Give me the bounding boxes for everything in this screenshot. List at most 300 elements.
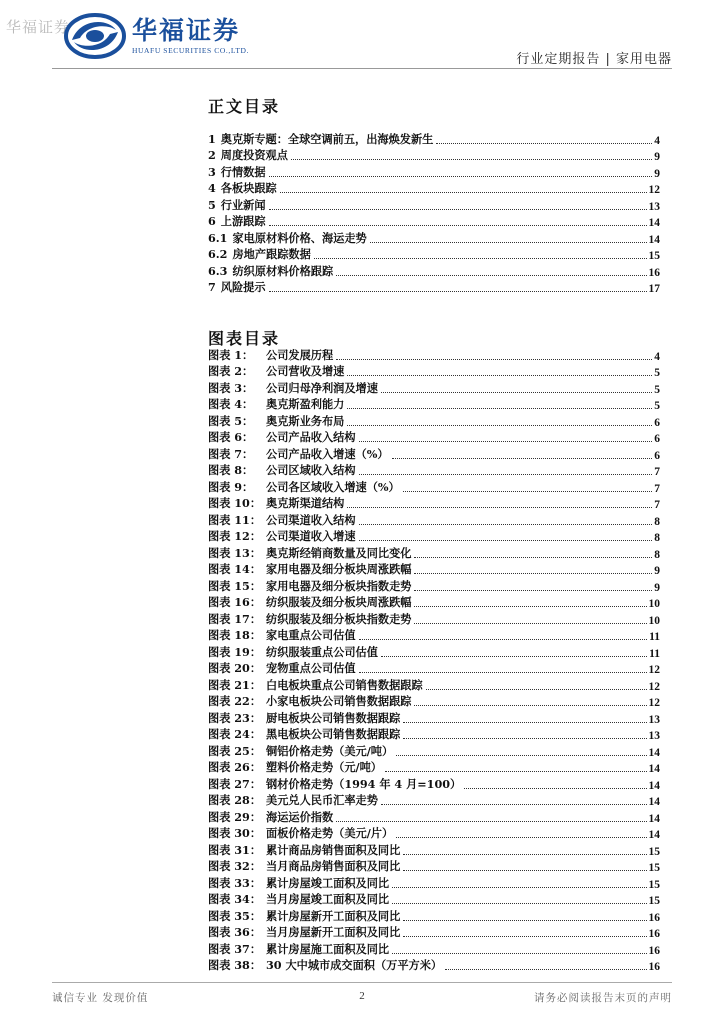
entry-label: [208, 578, 411, 594]
entry-page-number: 6: [654, 416, 660, 429]
entry-label: [208, 776, 461, 792]
entry-label: [208, 809, 333, 825]
entry-label: [208, 908, 400, 924]
figure-number: 图表 29：: [208, 809, 262, 824]
entry-text: 累计房屋新开工面积及同比: [266, 908, 401, 923]
figure-entry[interactable]: [208, 693, 660, 710]
entry-page-number: 15: [648, 250, 660, 262]
dot-leader: [336, 359, 652, 360]
entry-label: [208, 446, 389, 462]
dot-leader: [403, 738, 646, 739]
entry-label: [208, 957, 442, 973]
figure-entry[interactable]: [208, 825, 660, 842]
figure-entry[interactable]: [208, 594, 660, 611]
entry-text: 公司归母净利润及增速: [266, 380, 378, 395]
dot-leader: [385, 771, 647, 772]
entry-text: 奥克斯渠道结构: [266, 496, 345, 510]
figure-entry[interactable]: [208, 742, 660, 759]
header-divider: [52, 68, 672, 69]
dot-leader: [347, 425, 652, 426]
dot-leader: [403, 722, 646, 723]
entry-label: [208, 347, 333, 363]
entry-page-number: 4: [654, 134, 660, 147]
entry-label: [208, 429, 356, 445]
entry-page-number: 14: [648, 812, 660, 825]
figure-number: 图表 24：: [208, 727, 262, 741]
dot-leader: [359, 524, 653, 525]
figure-number: 图表 11：: [208, 512, 262, 527]
report-type-label: 行业定期报告 | 家用电器: [516, 52, 672, 67]
toc-entry[interactable]: [208, 196, 660, 213]
figure-number: 图表 12：: [208, 529, 262, 543]
section-number: 7: [208, 280, 216, 294]
figure-entry[interactable]: [208, 709, 660, 726]
entry-page-number: 13: [648, 200, 660, 213]
dot-leader: [464, 788, 646, 789]
figure-number: 图表 23：: [208, 710, 262, 725]
section-number: 2: [208, 148, 216, 162]
dot-leader: [414, 705, 646, 706]
section-number: 6.2: [208, 247, 228, 261]
figure-number: 图表 36：: [208, 925, 262, 939]
figure-number: 图表 10：: [208, 496, 262, 510]
figure-number: 图表 32：: [208, 859, 262, 873]
entry-text: 公司区域收入结构: [266, 463, 356, 477]
entry-label: [208, 710, 400, 726]
figure-number: 图表 17：: [208, 611, 262, 626]
entry-label: [208, 279, 266, 295]
section-number: 6: [208, 214, 216, 228]
figure-entry[interactable]: [208, 676, 660, 693]
entry-text: 纺织服装重点公司估值: [266, 644, 378, 659]
figure-entry[interactable]: [208, 775, 660, 792]
entry-page-number: 14: [648, 233, 660, 246]
figure-number: 图表 35：: [208, 908, 262, 923]
dot-leader: [403, 491, 653, 492]
figure-entry[interactable]: [208, 478, 660, 495]
company-logo: [64, 12, 249, 60]
figure-entry[interactable]: [208, 346, 660, 363]
figure-number: 图表 8：: [208, 463, 254, 477]
entry-label: [208, 180, 277, 196]
entry-text: 上游跟踪: [220, 214, 266, 228]
entry-label: [208, 380, 378, 396]
figure-number: 图表 6：: [208, 430, 254, 444]
entry-page-number: 13: [648, 713, 660, 726]
figure-number: 图表 27：: [208, 776, 262, 791]
figure-number: 图表 15：: [208, 578, 262, 593]
entry-label: [208, 858, 400, 874]
entry-label: [208, 644, 378, 660]
entry-text: 美元兑人民币汇率走势: [266, 793, 378, 807]
entry-text: 海运运价指数: [266, 809, 334, 824]
entry-page-number: 12: [648, 680, 660, 693]
figure-number: 图表 26：: [208, 760, 262, 774]
dot-leader: [392, 953, 646, 954]
logo-emblem-icon: [64, 12, 126, 60]
dot-leader: [269, 209, 647, 210]
figure-number: 图表 5：: [208, 413, 254, 428]
entry-text: 公司营收及增速: [266, 364, 345, 378]
figure-entry[interactable]: [208, 396, 660, 413]
figure-entry[interactable]: [208, 462, 660, 479]
dot-leader: [314, 258, 647, 259]
entry-text: 房地产跟踪数据: [232, 247, 311, 261]
entry-text: 钢材价格走势（1994 年 4 月=100）: [266, 776, 462, 791]
entry-text: 公司渠道收入结构: [266, 512, 356, 527]
watermark: 华福证券: [6, 18, 71, 36]
dot-leader: [370, 242, 647, 243]
entry-label: [208, 512, 356, 528]
figure-entry[interactable]: [208, 726, 660, 743]
dot-leader: [403, 854, 646, 855]
figure-entry[interactable]: [208, 759, 660, 776]
dot-leader: [414, 623, 646, 624]
entry-page-number: 14: [648, 763, 660, 775]
entry-label: [208, 677, 423, 693]
entry-page-number: 11: [649, 631, 660, 643]
entry-page-number: 14: [648, 746, 660, 759]
entry-page-number: 16: [648, 911, 660, 924]
figure-number: 图表 33：: [208, 875, 262, 890]
dot-leader: [396, 837, 646, 838]
entry-page-number: 12: [648, 697, 660, 709]
figure-number: 图表 38：: [208, 958, 262, 972]
entry-page-number: 8: [654, 548, 660, 561]
toc-entry[interactable]: [208, 279, 660, 296]
entry-label: [208, 825, 393, 841]
entry-text: 累计房屋施工面积及同比: [266, 941, 390, 956]
entry-label: [208, 263, 333, 279]
entry-page-number: 8: [654, 532, 660, 544]
figure-entry[interactable]: [208, 792, 660, 809]
entry-page-number: 14: [648, 779, 660, 792]
entry-page-number: 7: [654, 466, 660, 478]
entry-page-number: 5: [654, 383, 660, 396]
entry-page-number: 16: [648, 266, 660, 279]
toc-entry[interactable]: [208, 180, 660, 197]
entry-label: [208, 611, 411, 627]
entry-page-number: 13: [648, 730, 660, 742]
dot-leader: [392, 887, 646, 888]
entry-label: [208, 147, 288, 163]
entry-text: 厨电板块公司销售数据跟踪: [266, 710, 401, 725]
figure-number: 图表 19：: [208, 644, 262, 659]
dot-leader: [359, 639, 648, 640]
entry-label: [208, 660, 356, 676]
figure-number: 图表 34：: [208, 892, 262, 906]
section-number: 5: [208, 197, 216, 212]
dot-leader: [414, 557, 652, 558]
page-number: 2: [359, 990, 365, 1002]
logo-english-name: HUAFU SECURITIES CO.,LTD.: [132, 46, 250, 55]
entry-page-number: 15: [648, 878, 660, 891]
entry-label: [208, 693, 411, 709]
entry-page-number: 15: [648, 845, 660, 858]
entry-label: [208, 594, 411, 610]
entry-page-number: 12: [648, 184, 660, 196]
entry-text: 家用电器及细分板块指数走势: [266, 578, 412, 593]
entry-page-number: 9: [654, 565, 660, 577]
dot-leader: [269, 225, 647, 226]
entry-text: 30 大中城市成交面积（万平方米）: [266, 958, 443, 972]
entry-label: [208, 759, 382, 775]
entry-page-number: 11: [649, 647, 660, 660]
entry-label: [208, 479, 400, 495]
entry-text: 公司产品收入增速（%）: [266, 446, 389, 461]
figure-entry[interactable]: [208, 924, 660, 941]
entry-text: 累计房屋竣工面积及同比: [266, 875, 390, 890]
entry-text: 奥克斯业务布局: [266, 413, 345, 428]
entry-label: [208, 792, 378, 808]
entry-page-number: 9: [654, 167, 660, 180]
figure-number: 图表 28：: [208, 793, 262, 807]
figure-entry[interactable]: [208, 841, 660, 858]
entry-page-number: 9: [654, 151, 660, 163]
entry-page-number: 17: [648, 283, 660, 295]
entry-text: 公司各区域收入增速（%）: [266, 479, 400, 494]
entry-page-number: 16: [648, 944, 660, 957]
entry-text: 当月商品房销售面积及同比: [266, 859, 401, 873]
entry-page-number: 4: [654, 350, 660, 363]
entry-text: 行业新闻: [220, 197, 266, 212]
toc-entry[interactable]: [208, 229, 660, 246]
entry-page-number: 10: [648, 614, 660, 627]
figure-entry[interactable]: [208, 577, 660, 594]
entry-label: [208, 743, 393, 759]
figure-entry[interactable]: [208, 511, 660, 528]
toc-list: [208, 130, 660, 295]
entry-text: 周度投资观点: [220, 148, 288, 162]
figure-number: 图表 9：: [208, 479, 254, 494]
dot-leader: [359, 672, 647, 673]
figure-entry[interactable]: [208, 874, 660, 891]
entry-label: [208, 495, 344, 511]
figure-entry[interactable]: [208, 363, 660, 380]
dot-leader: [392, 903, 646, 904]
figure-entry[interactable]: [208, 808, 660, 825]
footer-disclaimer: 请务必阅读报告末页的声明: [534, 992, 672, 1004]
entry-page-number: 5: [654, 367, 660, 379]
entry-text: 小家电板块公司销售数据跟踪: [266, 694, 412, 708]
entry-page-number: 6: [654, 433, 660, 445]
toc-entry[interactable]: [208, 163, 660, 180]
entry-text: 奥克斯盈利能力: [266, 397, 345, 411]
entry-text: 家电原材料价格、海运走势: [232, 230, 367, 245]
entry-text: 家用电器及细分板块周涨跌幅: [266, 562, 412, 576]
figure-entry[interactable]: [208, 379, 660, 396]
entry-text: 纺织服装及细分板块指数走势: [266, 611, 412, 626]
dot-leader: [359, 540, 653, 541]
entry-label: [208, 462, 356, 478]
figure-entry[interactable]: [208, 907, 660, 924]
figure-number: 图表 3：: [208, 380, 254, 395]
entry-text: 家电重点公司估值: [266, 628, 356, 642]
entry-page-number: 12: [648, 664, 660, 676]
figure-number: 图表 31：: [208, 842, 262, 857]
figure-number: 图表 1：: [208, 347, 254, 362]
dot-leader: [396, 755, 646, 756]
entry-page-number: 8: [654, 515, 660, 528]
figure-number: 图表 30：: [208, 826, 262, 840]
footer-divider: [52, 982, 672, 983]
entry-label: [208, 891, 389, 907]
entry-page-number: 14: [648, 829, 660, 841]
figure-number: 图表 20：: [208, 661, 262, 675]
section-number: 3: [208, 164, 216, 179]
figure-number: 图表 37：: [208, 941, 262, 956]
dot-leader: [269, 176, 653, 177]
toc-entry[interactable]: [208, 130, 660, 147]
figure-entry[interactable]: [208, 940, 660, 957]
entry-text: 公司渠道收入增速: [266, 529, 356, 543]
entry-label: [208, 396, 344, 412]
entry-label: [208, 875, 389, 891]
figure-number: 图表 7：: [208, 446, 254, 461]
toc-entry[interactable]: [208, 213, 660, 230]
logo-chinese-name: 华福证券: [132, 16, 241, 45]
footer-slogan: 诚信专业 发现价值: [52, 992, 149, 1004]
figure-number: 图表 25：: [208, 743, 262, 758]
entry-text: 公司产品收入结构: [266, 430, 356, 444]
entry-label: [208, 941, 389, 957]
entry-text: 黑电板块公司销售数据跟踪: [266, 727, 401, 741]
dot-leader: [359, 441, 653, 442]
section-number: 6.1: [208, 230, 228, 245]
entry-page-number: 5: [654, 400, 660, 412]
entry-label: [208, 246, 311, 262]
figure-entry[interactable]: [208, 528, 660, 545]
entry-page-number: 14: [648, 217, 660, 229]
entry-label: [208, 363, 344, 379]
figure-entry[interactable]: [208, 627, 660, 644]
entry-text: 当月房屋新开工面积及同比: [266, 925, 401, 939]
entry-text: 累计商品房销售面积及同比: [266, 842, 401, 857]
entry-label: [208, 726, 400, 742]
figure-number: 图表 16：: [208, 595, 262, 609]
figure-number: 图表 22：: [208, 694, 262, 708]
dot-leader: [403, 870, 646, 871]
dot-leader: [436, 143, 652, 144]
figure-entry[interactable]: [208, 858, 660, 875]
figure-entry[interactable]: [208, 957, 660, 974]
entry-label: [208, 197, 266, 213]
entry-text: 白电板块重点公司销售数据跟踪: [266, 677, 423, 692]
toc-entry[interactable]: [208, 246, 660, 263]
entry-page-number: 6: [654, 449, 660, 462]
dot-leader: [336, 275, 646, 276]
dot-leader: [414, 606, 646, 607]
dot-leader: [445, 969, 646, 970]
figure-entry[interactable]: [208, 429, 660, 446]
entry-page-number: 14: [648, 796, 660, 808]
entry-label: [208, 545, 411, 561]
entry-label: [208, 213, 266, 229]
section-number: 1: [208, 131, 216, 146]
entry-text: 奥克斯经销商数量及同比变化: [266, 545, 412, 560]
entry-label: [208, 413, 344, 429]
entry-page-number: 16: [648, 961, 660, 973]
dot-leader: [381, 804, 647, 805]
entry-label: [208, 842, 400, 858]
toc-entry[interactable]: [208, 262, 660, 279]
entry-text: 宠物重点公司估值: [266, 661, 356, 675]
dot-leader: [269, 291, 647, 292]
entry-page-number: 16: [648, 928, 660, 940]
entry-page-number: 10: [648, 598, 660, 610]
dot-leader: [359, 474, 653, 475]
dot-leader: [347, 375, 652, 376]
entry-label: [208, 528, 356, 544]
entry-label: [208, 230, 367, 246]
figures-title: 图表目录: [208, 329, 281, 348]
figure-entry[interactable]: [208, 643, 660, 660]
entry-text: 纺织服装及细分板块周涨跌幅: [266, 595, 412, 609]
entry-page-number: 15: [648, 895, 660, 907]
dot-leader: [381, 392, 652, 393]
figure-entry[interactable]: [208, 561, 660, 578]
entry-page-number: 7: [654, 499, 660, 511]
entry-page-number: 15: [648, 862, 660, 874]
entry-text: 行情数据: [220, 164, 266, 179]
figure-number: 图表 21：: [208, 677, 262, 692]
dot-leader: [280, 192, 647, 193]
dot-leader: [414, 573, 652, 574]
dot-leader: [381, 656, 647, 657]
dot-leader: [426, 689, 647, 690]
dot-leader: [403, 920, 646, 921]
dot-leader: [347, 408, 652, 409]
figure-entry[interactable]: [208, 495, 660, 512]
toc-entry[interactable]: [208, 147, 660, 164]
entry-text: 公司发展历程: [266, 347, 334, 362]
entry-text: 风险提示: [220, 280, 266, 294]
figure-entry[interactable]: [208, 660, 660, 677]
figure-number: 图表 14：: [208, 562, 262, 576]
entry-label: [208, 627, 356, 643]
dot-leader: [291, 159, 652, 160]
entry-page-number: 7: [654, 482, 660, 495]
section-number: 4: [208, 181, 216, 195]
entry-label: [208, 924, 400, 940]
entry-page-number: 9: [654, 581, 660, 594]
figure-number: 图表 13：: [208, 545, 262, 560]
entry-label: [208, 131, 433, 147]
figure-entry[interactable]: [208, 544, 660, 561]
entry-label: [208, 561, 411, 577]
entry-text: 奥克斯专题：全球空调前五，出海焕发新生: [220, 131, 434, 146]
figure-entry[interactable]: [208, 610, 660, 627]
entry-text: 铜铝价格走势（美元/吨）: [266, 743, 394, 758]
dot-leader: [414, 590, 652, 591]
entry-text: 各板块跟踪: [220, 181, 277, 195]
dot-leader: [403, 936, 646, 937]
entry-text: 纺织原材料价格跟踪: [232, 263, 334, 278]
figure-number: 图表 4：: [208, 397, 254, 411]
dot-leader: [392, 458, 653, 459]
toc-title: 正文目录: [208, 97, 281, 116]
figure-number: 图表 2：: [208, 364, 254, 378]
figure-entry[interactable]: [208, 891, 660, 908]
figure-number: 图表 18：: [208, 628, 262, 642]
figure-entry[interactable]: [208, 445, 660, 462]
entry-text: 面板价格走势（美元/片）: [266, 826, 394, 840]
entry-text: 塑料价格走势（元/吨）: [266, 760, 382, 774]
figures-list: [208, 346, 660, 973]
entry-text: 当月房屋竣工面积及同比: [266, 892, 390, 906]
dot-leader: [347, 507, 652, 508]
figure-entry[interactable]: [208, 412, 660, 429]
